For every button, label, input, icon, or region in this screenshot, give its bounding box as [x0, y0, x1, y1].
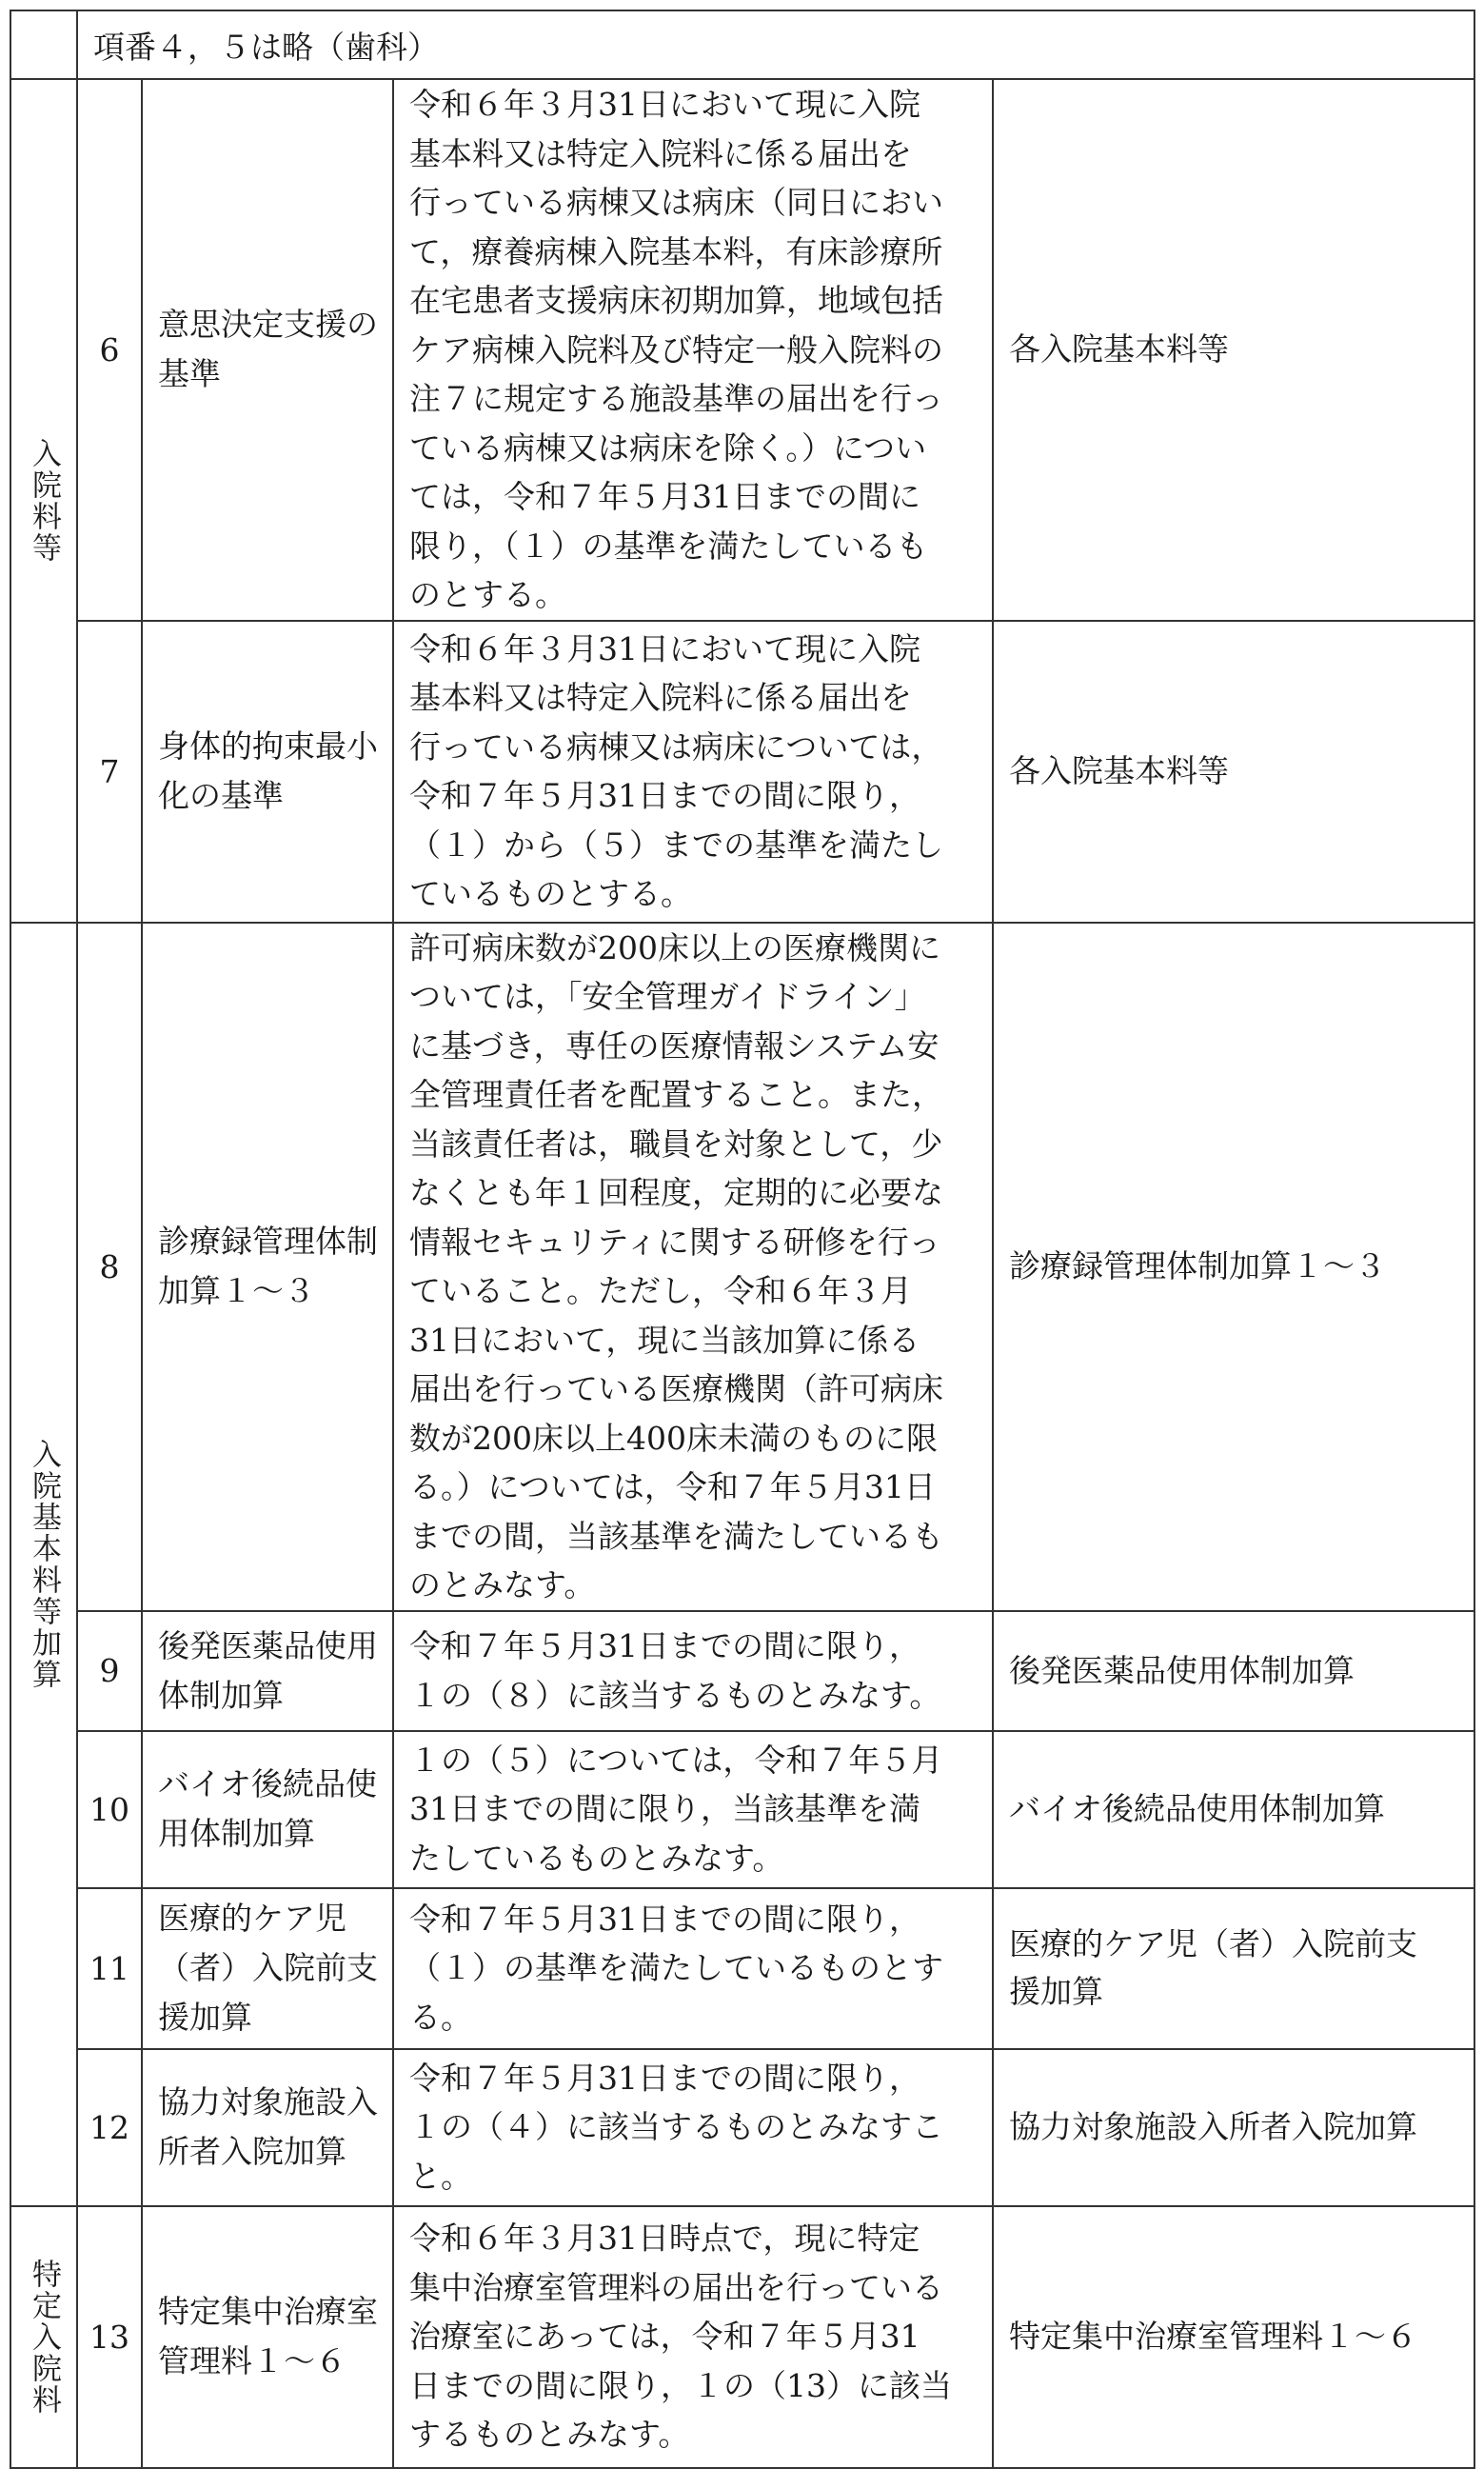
- table-row: [10, 923, 1474, 1611]
- table-row: [10, 1611, 1474, 1731]
- item-name: 意思決定支援の 基準: [142, 79, 393, 621]
- item-number: 11: [77, 1888, 142, 2049]
- item-target: 協力対象施設入所者入院加算: [993, 2049, 1474, 2206]
- item-target: 特定集中治療室管理料１～６: [993, 2206, 1474, 2468]
- item-target: 診療録管理体制加算１～３: [993, 923, 1474, 1611]
- table-row: [10, 2206, 1474, 2468]
- item-detail: 令和６年３月31日において現に入院 基本料又は特定入院料に係る届出を 行っている病棟又は病床（同日におい て，療養病棟入院基本料，有床診療所 在宅患者支援病床初期加算，地域包括 ケア病棟入院料及び特定一般入院料の 注７に規定する施設基準の届出を行っ ている病棟又は病床を除く。）につい ては，令和７年５月31日までの間に 限り，（１）の基準を満たしているも のとする。: [393, 79, 993, 621]
- item-name: 医療的ケア児 （者）入院前支 援加算: [142, 1888, 393, 2049]
- item-number: 6: [77, 79, 142, 621]
- item-name: 協力対象施設入 所者入院加算: [142, 2049, 393, 2206]
- table-row: [10, 79, 1474, 621]
- table-row: [10, 2049, 1474, 2206]
- item-target: 各入院基本料等: [993, 79, 1474, 621]
- item-detail: 許可病床数が200床以上の医療機関に ついては，「安全管理ガイドライン」 に基づき，専任の医療情報システム安 全管理責任者を配置すること。また， 当該責任者は，職員を対象として，少 なくとも年１回程度，定期的に必要な 情報セキュリティに関する研修を行っ ていること。ただし，令和６年３月 31日において，現に当該加算に係る 届出を行っている医療機関（許可病床 数が200床以上400床未満のものに限 る。）については，令和７年５月31日 までの間，当該基準を満たしているも のとみなす。: [393, 923, 993, 1611]
- item-detail: 令和６年３月31日において現に入院 基本料又は特定入院料に係る届出を 行っている病棟又は病床については， 令和７年５月31日までの間に限り， （１）から（５）までの基準を満たし ているものとする。: [393, 621, 993, 923]
- item-number: 12: [77, 2049, 142, 2206]
- item-target: 各入院基本料等: [993, 621, 1474, 923]
- item-name: 後発医薬品使用 体制加算: [142, 1611, 393, 1731]
- item-detail: 令和７年５月31日までの間に限り， １の（４）に該当するものとみなすこ と。: [393, 2049, 993, 2206]
- item-name: 身体的拘束最小 化の基準: [142, 621, 393, 923]
- group-label: 特定入院料: [27, 2258, 61, 2416]
- item-detail: 令和７年５月31日までの間に限り， １の（８）に該当するものとみなす。: [393, 1611, 993, 1731]
- group-label: 入院基本料等加算: [27, 1438, 61, 1690]
- item-name: 特定集中治療室 管理料１～６: [142, 2206, 393, 2468]
- item-target: バイオ後続品使用体制加算: [993, 1731, 1474, 1888]
- item-number: 10: [77, 1731, 142, 1888]
- item-number: 7: [77, 621, 142, 923]
- item-number: 13: [77, 2206, 142, 2468]
- item-target: 医療的ケア児（者）入院前支 援加算: [993, 1888, 1474, 2049]
- group-label: 入院料等: [27, 437, 61, 564]
- item-name: 診療録管理体制 加算１～３: [142, 923, 393, 1611]
- table-row: [10, 1888, 1474, 2049]
- item-detail: 令和６年３月31日時点で，現に特定 集中治療室管理料の届出を行っている 治療室にあっては，令和７年５月31 日までの間に限り，１の（13）に該当 するものとみなす。: [393, 2206, 993, 2468]
- item-number: 8: [77, 923, 142, 1611]
- item-target: 後発医薬品使用体制加算: [993, 1611, 1474, 1731]
- table-header-row: [10, 10, 1474, 79]
- blank-corner-cell: [10, 10, 77, 79]
- group-cell-basic-fee-additions: [10, 923, 77, 2206]
- requirements-table: [10, 10, 1475, 2469]
- group-cell-specific-inpatient-fees: [10, 2206, 77, 2468]
- table-row: [10, 621, 1474, 923]
- table-row: [10, 1731, 1474, 1888]
- header-note: 項番４，５は略（歯科）: [77, 10, 1474, 79]
- item-detail: 令和７年５月31日までの間に限り， （１）の基準を満たしているものとす る。: [393, 1888, 993, 2049]
- item-detail: １の（５）については，令和７年５月 31日までの間に限り，当該基準を満 たしているものとみなす。: [393, 1731, 993, 1888]
- group-cell-inpatient-fees: [10, 79, 77, 923]
- item-number: 9: [77, 1611, 142, 1731]
- item-name: バイオ後続品使 用体制加算: [142, 1731, 393, 1888]
